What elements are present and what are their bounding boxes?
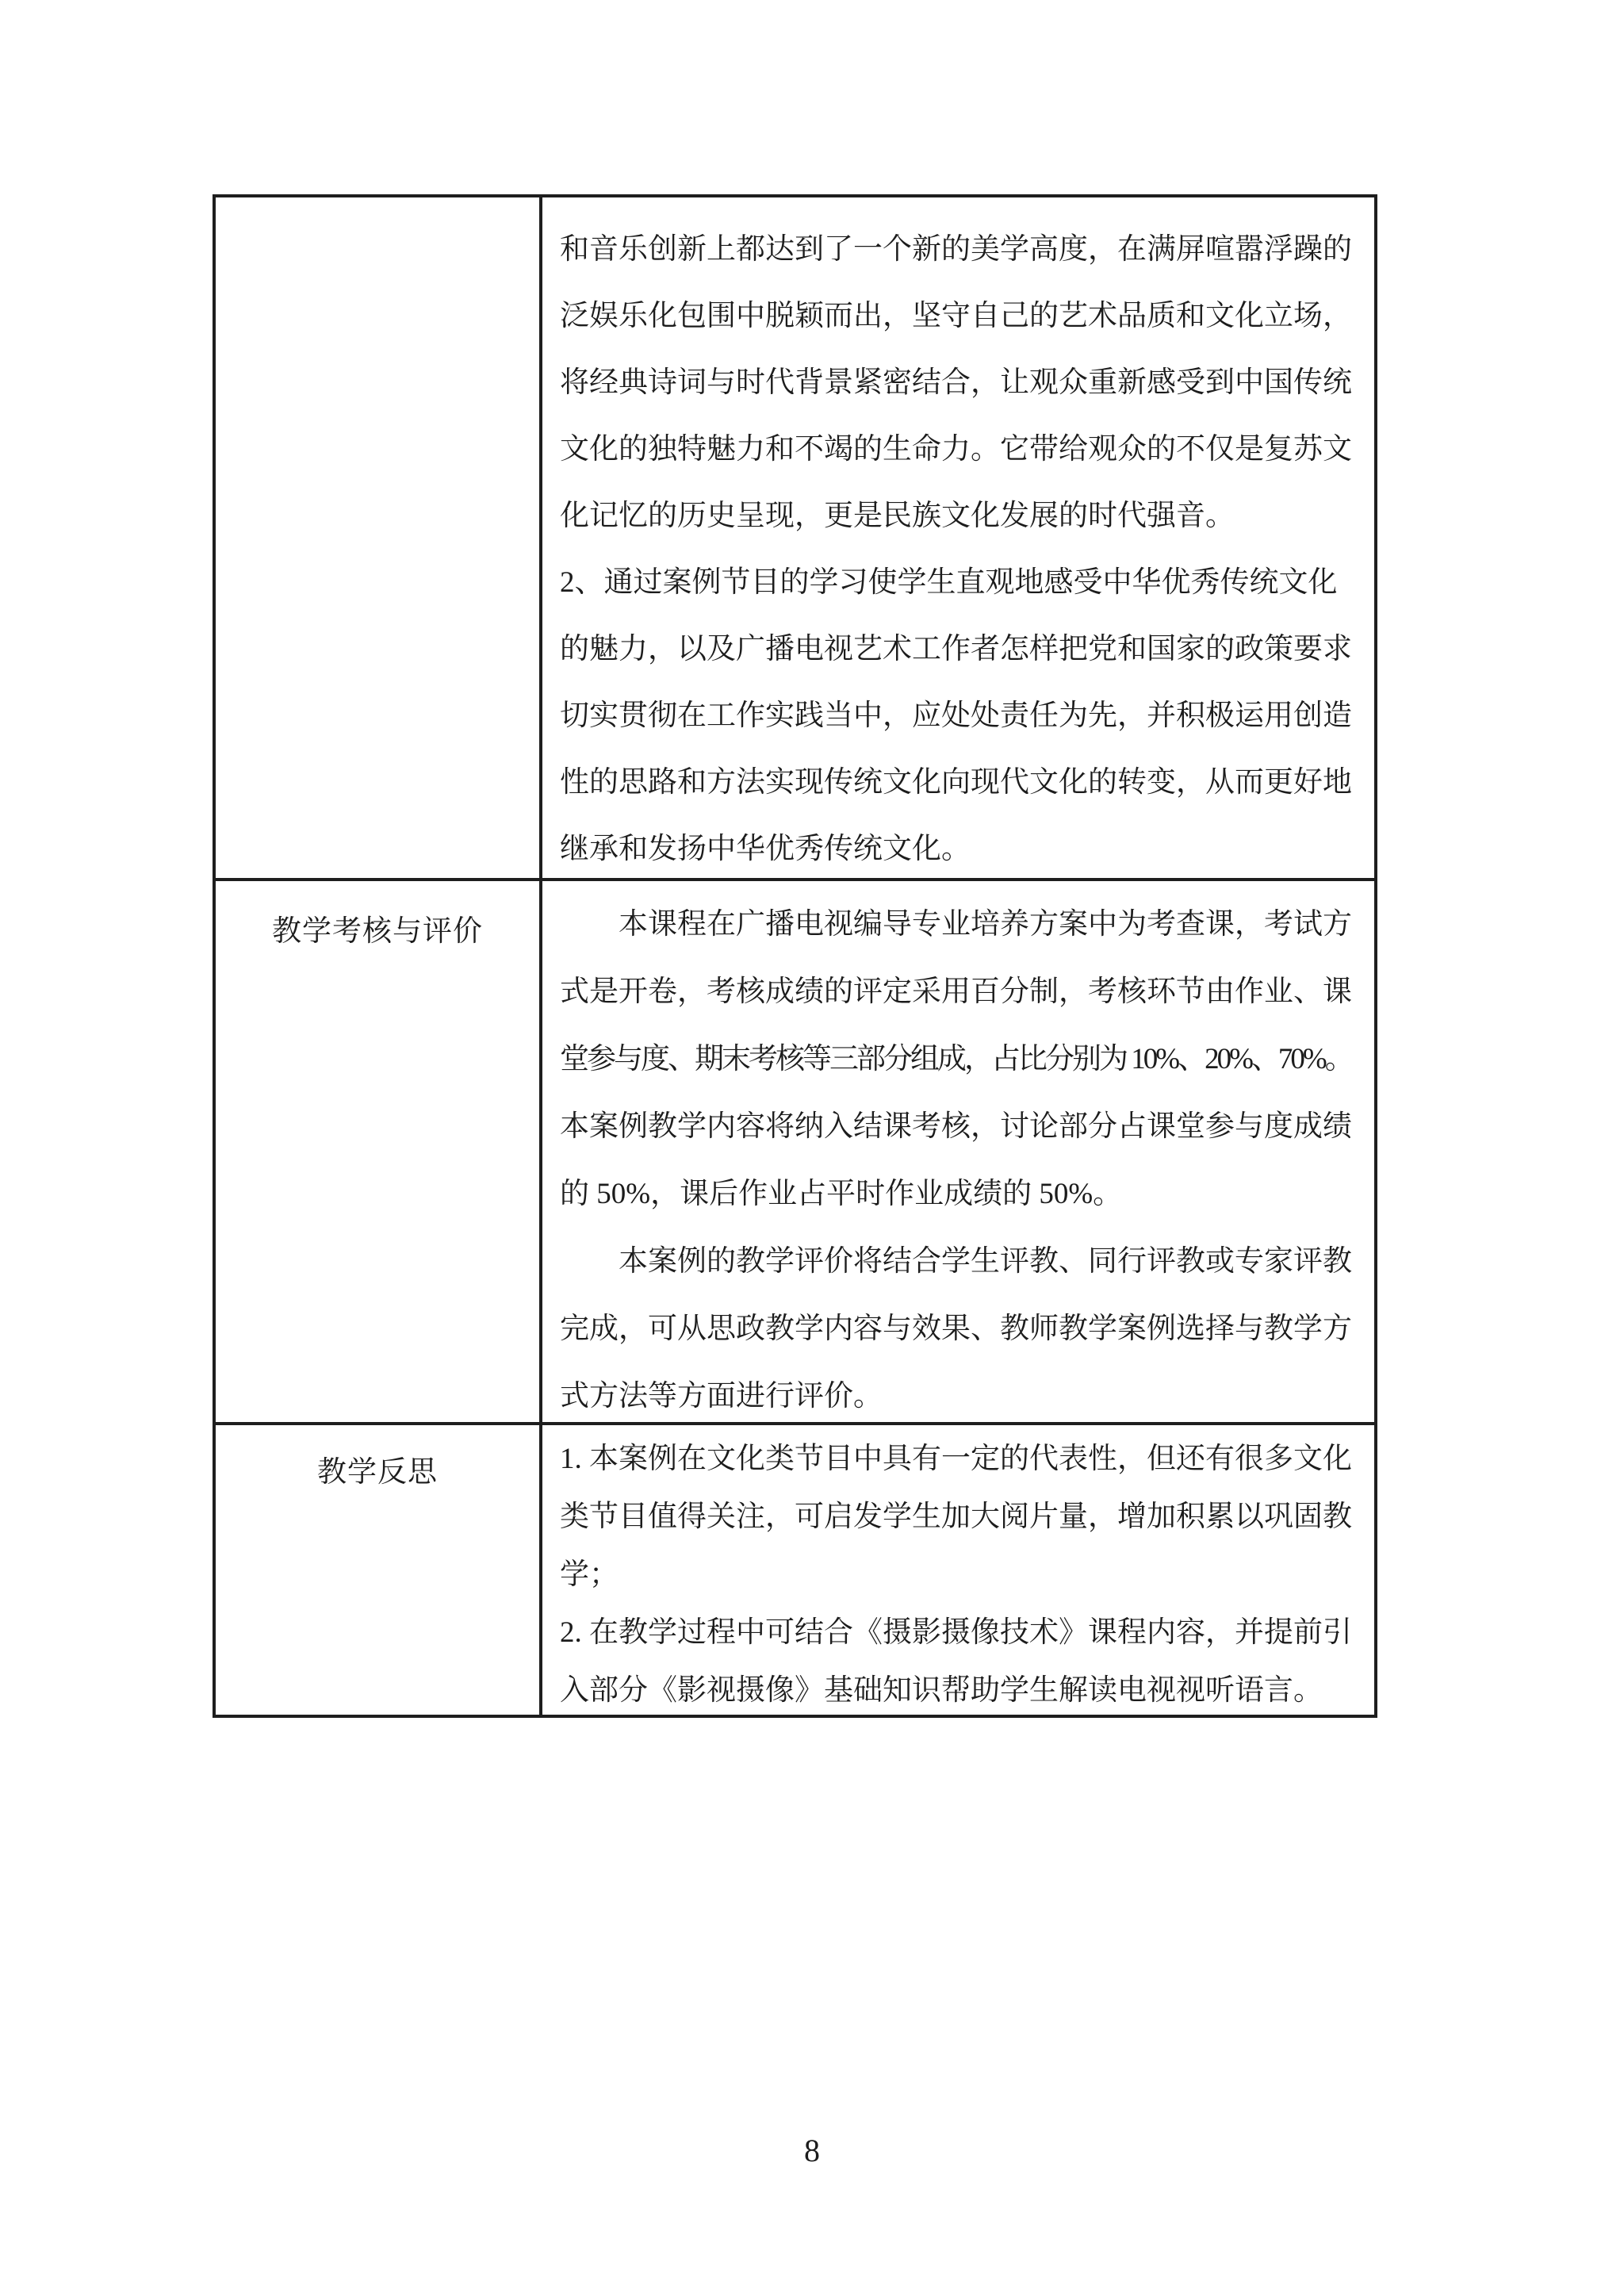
text-line: 的魅力，以及广播电视艺术工作者怎样把党和国家的政策要求 (560, 633, 1352, 665)
text-line: 性的思路和方法实现传统文化向现代文化的转变，从而更好地 (560, 766, 1352, 799)
text-line: 泛娱乐化包围中脱颖而出，坚守自己的艺术品质和文化立场， (560, 300, 1352, 332)
text-line: 本案例教学内容将纳入结课考核，讨论部分占课堂参与度成绩 (560, 1110, 1352, 1143)
text-line: 式方法等方面进行评价。 (560, 1380, 883, 1412)
row-header-cell-empty (214, 196, 541, 880)
row-header-cell (214, 1424, 541, 1716)
text-line: 2. 在教学过程中可结合《摄影摄像技术》课程内容，并提前引 (560, 1616, 1352, 1649)
text-line: 2、通过案例节目的学习使学生直观地感受中华优秀传统文化 (560, 566, 1338, 599)
text-line: 的 50%，课后作业占平时作业成绩的 50%。 (560, 1178, 1123, 1210)
text-line: 类节目值得关注，可启发学生加大阅片量，增加积累以巩固教 (560, 1501, 1352, 1533)
row-label-assessment: 教学考核与评价 (272, 915, 483, 948)
text-line: 本课程在广播电视编导专业培养方案中为考查课，考试方 (619, 908, 1352, 941)
row-label-reflection: 教学反思 (317, 1456, 438, 1489)
row-content-cell (541, 880, 1376, 1424)
table-row-assessment (214, 880, 1376, 1424)
text-line: 和音乐创新上都达到了一个新的美学高度，在满屏喧嚣浮躁的 (560, 233, 1352, 266)
text-line: 学； (560, 1558, 619, 1591)
page-number: 8 (804, 2133, 820, 2168)
text-line: 式是开卷，考核成绩的评定采用百分制，考核环节由作业、课 (560, 976, 1352, 1008)
row-content-cell (541, 1424, 1376, 1716)
text-line: 1. 本案例在文化类节目中具有一定的代表性，但还有很多文化 (560, 1443, 1352, 1475)
text-line: 继承和发扬中华优秀传统文化。 (560, 833, 971, 865)
text-line: 堂参与度、期末考核等三部分组成，占比分别为 10%、20%、70%。 (560, 1043, 1352, 1075)
table-row-continuation (214, 196, 1376, 880)
table-row-reflection (214, 1424, 1376, 1716)
text-line: 本案例的教学评价将结合学生评教、同行评教或专家评教 (619, 1245, 1352, 1278)
row-header-cell (214, 880, 541, 1424)
text-line: 切实贯彻在工作实践当中，应处处责任为先，并积极运用创造 (560, 700, 1352, 732)
text-line: 文化的独特魅力和不竭的生命力。它带给观众的不仅是复苏文 (560, 433, 1352, 466)
teaching-case-table (213, 194, 1377, 1718)
text-line: 入部分《影视摄像》基础知识帮助学生解读电视视听语言。 (560, 1674, 1323, 1707)
text-line: 化记忆的历史呈现，更是民族文化发展的时代强音。 (560, 500, 1235, 532)
text-line: 完成，可从思政教学内容与效果、教师教学案例选择与教学方 (560, 1313, 1352, 1345)
row-content-cell (541, 196, 1376, 880)
text-line: 将经典诗词与时代背景紧密结合，让观众重新感受到中国传统 (560, 366, 1352, 399)
